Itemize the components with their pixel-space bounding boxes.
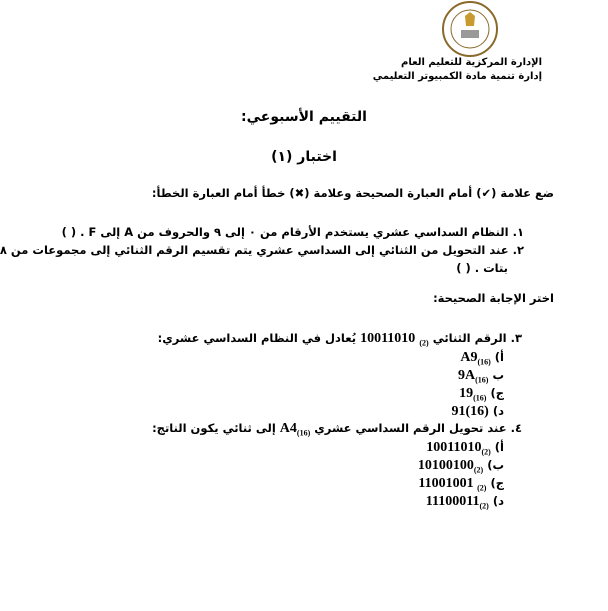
option-value: 10100100 xyxy=(417,458,474,473)
option-value: 19 xyxy=(459,386,474,401)
base-subscript: (2) xyxy=(479,501,489,511)
option-value: 9A xyxy=(457,368,476,383)
question-number: ٣. xyxy=(510,331,522,345)
option-value: 91(16) xyxy=(451,404,489,419)
section1-instruction: ضع علامة (✔) أمام العبارة الصحيحة وعلامة (✖) خطأ أمام العبارة الخطأ: xyxy=(151,186,554,200)
answer-option xyxy=(426,493,504,514)
question-number: ٤. xyxy=(510,421,522,435)
question-text: الرقم الثنائي xyxy=(432,331,507,345)
item-text: عند التحويل من الثنائي إلى السداسي عشري يتم تقسيم الرقم الثنائي إلى مجموعات من ٨ xyxy=(0,243,509,257)
option-label: ج) xyxy=(490,476,504,490)
option-label: ب) xyxy=(487,458,504,472)
base-subscript: (2) xyxy=(477,483,487,493)
page-title: التقييم الأسبوعي: xyxy=(241,109,367,125)
ministry-logo xyxy=(441,0,499,58)
header-line-2: إدارة تنمية مادة الكمبيوتر التعليمي xyxy=(372,71,542,82)
question-text: عند تحويل الرقم السداسي عشري xyxy=(314,421,507,435)
option-label: ج) xyxy=(490,386,504,400)
tf-item-2 xyxy=(0,242,524,258)
option-value: 10011010 xyxy=(426,440,482,455)
header-line-1: الإدارة المركزية للتعليم العام xyxy=(401,57,542,68)
option-label: ب xyxy=(492,368,504,382)
option-value: A9 xyxy=(460,350,478,365)
item-text: النظام السداسي عشري يستخدم الأرقام من ٠ إلى ٩ والحروف من A إلى F . ( ) xyxy=(61,225,509,239)
option-label: د) xyxy=(492,404,504,418)
question-value: A4 xyxy=(279,421,297,436)
question-text: إلى ثنائي يكون الناتج: xyxy=(152,421,276,435)
base-subscript: (16) xyxy=(296,428,311,438)
tf-item-2-continuation: بتات . ( ) xyxy=(456,261,508,275)
base-subscript: (16) xyxy=(477,357,491,367)
section2-instruction: اختر الإجابة الصحيحة: xyxy=(433,291,554,305)
item-number: ٢. xyxy=(512,243,524,257)
option-label: أ) xyxy=(494,440,504,454)
option-value: 11100011 xyxy=(425,494,480,509)
question-text: يُعادل في النظام السداسي عشري: xyxy=(157,331,357,345)
tf-item-1 xyxy=(62,224,524,240)
option-label: أ) xyxy=(494,350,504,364)
base-subscript: (2) xyxy=(473,465,484,475)
base-subscript: (16) xyxy=(475,375,489,385)
base-subscript: (2) xyxy=(481,447,491,457)
question-value: 10011010 xyxy=(360,331,416,346)
option-label: د) xyxy=(492,494,504,508)
item-number: ١. xyxy=(512,225,524,239)
base-subscript: (2) xyxy=(419,338,429,348)
option-value: 11001001 xyxy=(418,476,478,491)
quiz-subtitle: اختبار (١) xyxy=(271,149,337,165)
base-subscript: (16) xyxy=(473,393,487,403)
